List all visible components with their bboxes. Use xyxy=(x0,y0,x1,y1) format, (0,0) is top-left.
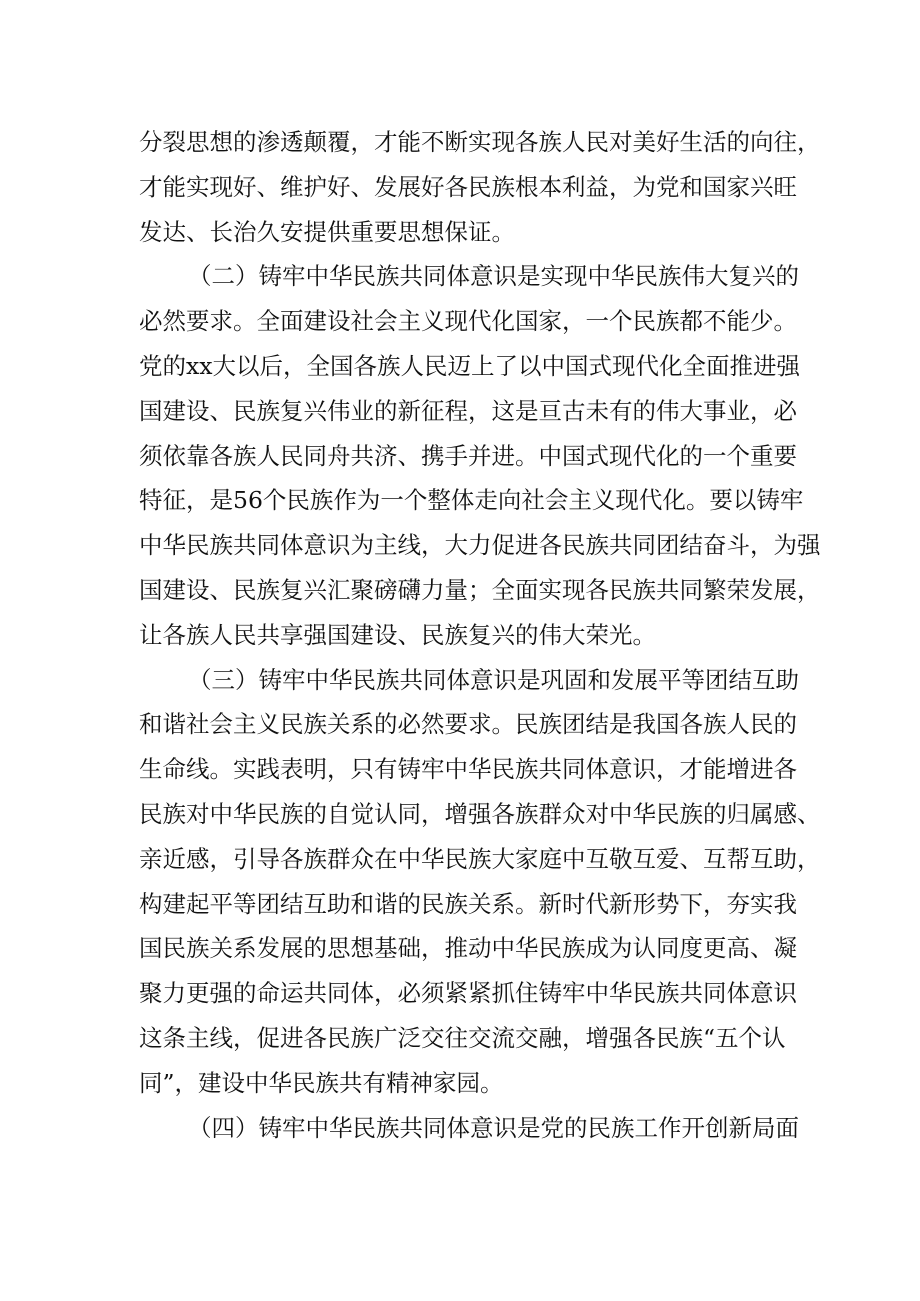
text-line: 生命线。实践表明，只有铸牢中华民族共同体意识，才能增进各 xyxy=(139,755,797,783)
text-line: 国建设、民族复兴汇聚磅礴力量；全面实现各民族共同繁荣发展， xyxy=(139,576,821,604)
text-line: 让各族人民共享强国建设、民族复兴的伟大荣光。 xyxy=(139,621,656,649)
text-line: 这条主线，促进各民族广泛交往交流交融，增强各民族“五个认 xyxy=(139,1024,786,1052)
text-line: 必然要求。全面建设社会主义现代化国家，一个民族都不能少。 xyxy=(139,307,797,335)
text-line: 中华民族共同体意识为主线，大力促进各民族共同团结奋斗，为强 xyxy=(139,531,821,559)
text-line: 和谐社会主义民族关系的必然要求。民族团结是我国各族人民的 xyxy=(139,710,797,738)
text-line: 才能实现好、维护好、发展好各民族根本利益，为党和国家兴旺 xyxy=(139,173,797,201)
text-line: 聚力更强的命运共同体，必须紧紧抓住铸牢中华民族共同体意识 xyxy=(139,979,797,1007)
paragraph-heading-line: （四）铸牢中华民族共同体意识是党的民族工作开创新局面 xyxy=(188,1114,799,1142)
paragraph-heading-line: （三）铸牢中华民族共同体意识是巩固和发展平等团结互助 xyxy=(188,666,799,694)
text-line: 党的xx大以后，全国各族人民迈上了以中国式现代化全面推进强 xyxy=(139,352,801,380)
text-line: 发达、长治久安提供重要思想保证。 xyxy=(139,218,515,246)
text-line: 国建设、民族复兴伟业的新征程，这是亘古未有的伟大事业，必 xyxy=(139,397,797,425)
text-line: 构建起平等团结互助和谐的民族关系。新时代新形势下，夯实我 xyxy=(139,890,797,918)
text-line: 须依靠各族人民同舟共济、携手并进。中国式现代化的一个重要 xyxy=(139,442,797,470)
paragraph-heading-line: （二）铸牢中华民族共同体意识是实现中华民族伟大复兴的 xyxy=(188,262,799,290)
text-line: 同”，建设中华民族共有精神家园。 xyxy=(139,1069,504,1097)
text-line: 国民族关系发展的思想基础，推动中华民族成为认同度更高、凝 xyxy=(139,934,797,962)
text-line: 特征，是56个民族作为一个整体走向社会主义现代化。要以铸牢 xyxy=(139,486,804,514)
text-line: 民族对中华民族的自觉认同，增强各族群众对中华民族的归属感、 xyxy=(139,800,821,828)
text-line: 亲近感，引导各族群众在中华民族大家庭中互敬互爱、互帮互助， xyxy=(139,845,821,873)
text-line: 分裂思想的渗透颠覆，才能不断实现各族人民对美好生活的向往， xyxy=(139,128,821,156)
